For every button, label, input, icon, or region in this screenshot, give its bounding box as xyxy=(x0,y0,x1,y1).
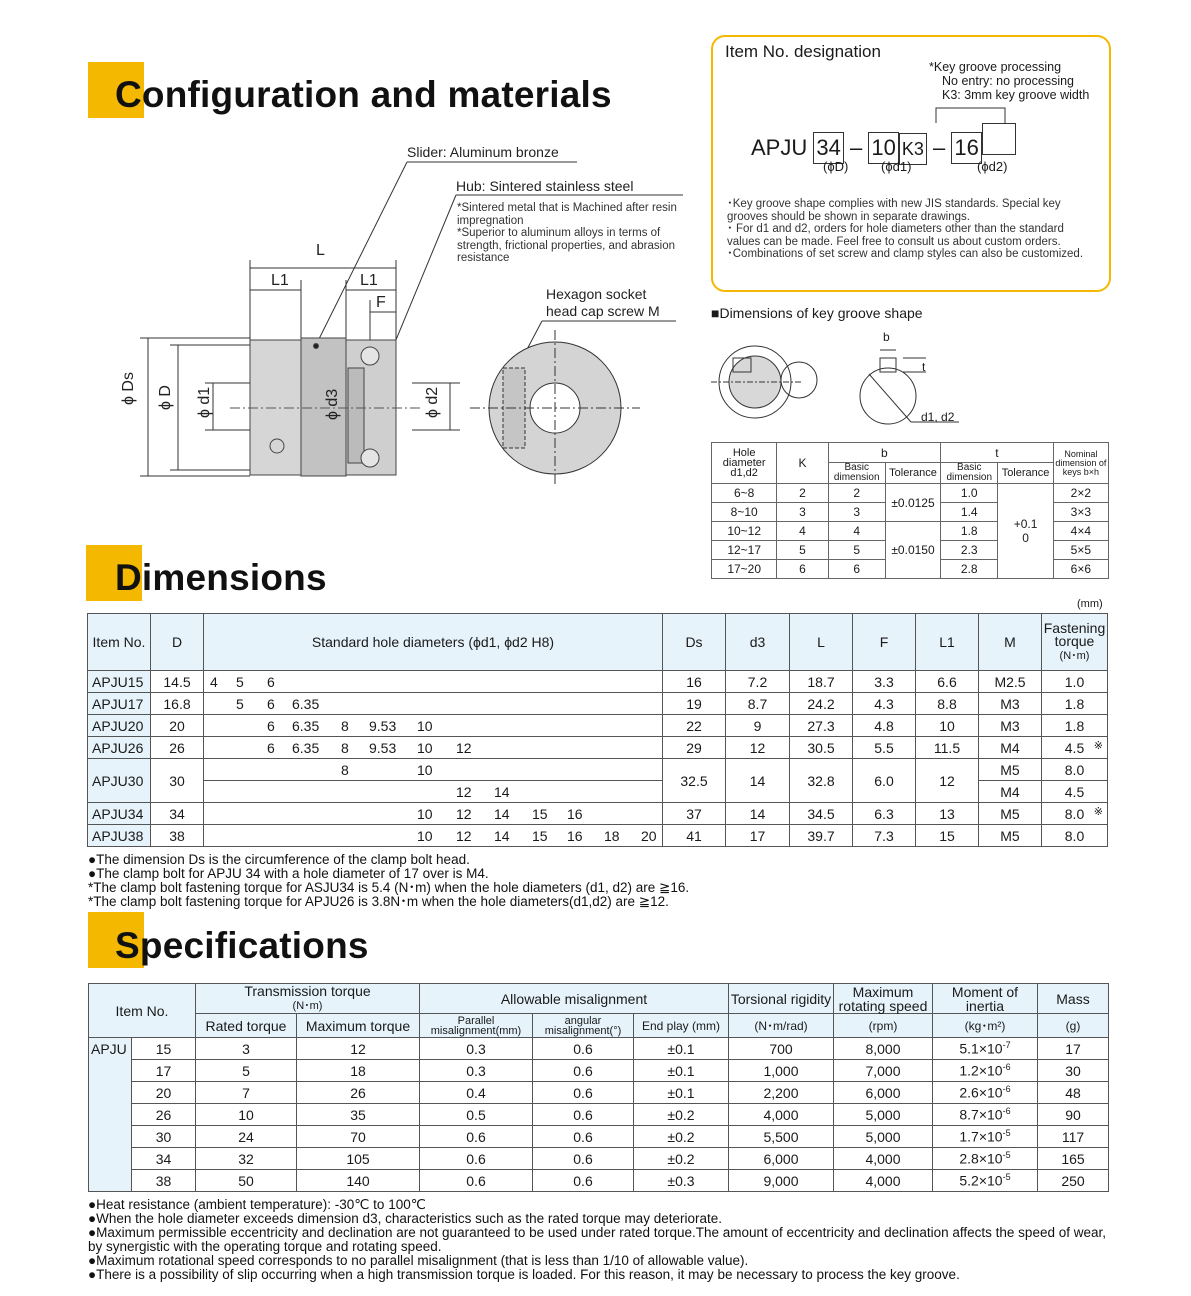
key-label-t: t xyxy=(922,360,926,374)
dim-D: ϕ D xyxy=(157,385,174,410)
code-box-empty xyxy=(982,123,1016,155)
spec-row: 17 5 18 0.3 0.6 ±0.1 1,000 7,000 $1.2\times 10^{-6}$ 30 xyxy=(89,1060,1109,1082)
hole-diameter: 5 xyxy=(236,674,244,690)
dimension-note: *The clamp bolt fastening torque for ASJU34 is 5.4 (N･m) when the hole diameters (d1, d2) are ≧16. xyxy=(88,880,690,895)
spec-row: 34 32 105 0.6 0.6 ±0.2 6,000 4,000 $2.8\times 10^{-5}$ 165 xyxy=(89,1148,1109,1170)
screw-label-1: Hexagon socket xyxy=(546,286,647,302)
hole-diameter: 9.53 xyxy=(369,740,397,756)
hole-diameter: 6 xyxy=(267,740,275,756)
hole-diameter: 15 xyxy=(532,828,548,844)
hub-label: Hub: Sintered stainless steel xyxy=(456,178,634,194)
hole-diameter: 14 xyxy=(494,828,510,844)
hole-diameter: 10 xyxy=(417,718,433,734)
hole-diameter: 12 xyxy=(456,806,472,822)
dimensions-table: Item No. D Standard hole diameters (ϕd1, ϕd2 H8) Ds d3 L F L1 M Fastening torque (N･m) APJU15 14.5 4 5 6 16 7.2 18.7 3.3 6.6 M2.5 1.0 APJU17 16.8 5 6 6.35 19 8.7 24.2 4.3 8.8 M3 1.8 APJU20 20 6 6.35 8 9.53 10 22 9 27.3 4.8 10 M3 1.8 APJU26 26 6 6.35 8 9.53 10 12 29 12 30.5 5.5 11.5 M4 4.5 ※ APJU30 30 8 10 32.5 14 32.8 6.0 12 M5 8.0 12 14 M4 4.5 APJU34 34 10 12 14 15 16 37 14 34.5 6.3 13 M5 8.0 ※ APJU38 38 10 12 14 15 16 18 20 41 17 39.7 7.3 15 M5 8.0 xyxy=(87,613,1108,847)
dim-L1-left: L1 xyxy=(271,272,289,289)
hole-diameter: 12 xyxy=(456,828,472,844)
key-groove-title: ■Dimensions of key groove shape xyxy=(711,305,923,321)
dimension-row: APJU34 34 10 12 14 15 16 37 14 34.5 6.3 13 M5 8.0 ※ xyxy=(88,803,1108,825)
hub-note: *Sintered metal that is Machined after resin impregnation *Superior to aluminum alloys in terms of strength, frictional properties, and abrasion resistance xyxy=(457,202,677,264)
key-label-d: d1, d2 xyxy=(921,410,955,424)
code-box-d2: 16 xyxy=(951,132,981,164)
hole-diameter: 12 xyxy=(456,784,472,800)
key-label-b: b xyxy=(883,330,890,344)
key-row: 8~10 3 3 1.4 3×3 xyxy=(712,503,1109,522)
dimensions-notes xyxy=(88,853,689,909)
code-box-d1: 10 xyxy=(868,132,898,164)
dimensions-title: Dimensions xyxy=(115,557,327,598)
designation-line: APJU 34 – 10 K3 – 16 xyxy=(751,123,1016,165)
dimension-row: APJU17 16.8 5 6 6.35 19 8.7 24.2 4.3 8.8 M3 1.8 xyxy=(88,693,1108,715)
designation-box xyxy=(711,35,1111,292)
dimension-row: APJU15 14.5 4 5 6 16 7.2 18.7 3.3 6.6 M2.5 1.0 xyxy=(88,671,1108,693)
screw-label-2: head cap screw M xyxy=(546,303,660,319)
key-row: 10~12 4 4 ±0.0150 1.8 4×4 xyxy=(712,522,1109,541)
key-note-3: K3: 3mm key groove width xyxy=(942,88,1090,102)
designation-notes: ･Key groove shape complies with new JIS standards. Special key grooves should be shown in separate drawings. ･ For d1 and d2, orders for hole diameters other than the standard values can be made. Feel free to consult us about custom orders. ･Combinations of set screw and clamp styles can also be customized. xyxy=(727,198,1084,260)
dim-L1-right: L1 xyxy=(360,272,378,289)
hole-diameter: 20 xyxy=(641,828,657,844)
dimension-row: APJU26 26 6 6.35 8 9.53 10 12 29 12 30.5 5.5 11.5 M4 4.5 ※ xyxy=(88,737,1108,759)
code-box-key: K3 xyxy=(899,133,927,165)
dim-d3: ϕ d3 xyxy=(324,388,341,420)
dimension-note: ●The dimension Ds is the circumference of the clamp bolt head. xyxy=(88,852,470,867)
dimension-row: APJU30 30 8 10 32.5 14 32.8 6.0 12 M5 8.0 xyxy=(88,759,1108,781)
key-row: 12~17 5 5 2.3 5×5 xyxy=(712,541,1109,560)
hole-diameter: 16 xyxy=(567,828,583,844)
spec-row: 30 24 70 0.6 0.6 ±0.2 5,500 5,000 $1.7\times 10^{-5}$ 117 xyxy=(89,1126,1109,1148)
hole-diameter: 10 xyxy=(417,806,433,822)
hole-diameter: 15 xyxy=(532,806,548,822)
hole-diameter: 14 xyxy=(494,784,510,800)
sub-D: (ϕD) xyxy=(823,159,849,174)
key-groove-drawing xyxy=(711,322,1011,432)
key-row: 6~8 2 2 ±0.0125 1.0 +0.1 0 2×2 xyxy=(712,484,1109,503)
hole-diameter: 16 xyxy=(567,806,583,822)
key-row: 17~20 6 6 2.8 6×6 xyxy=(712,560,1109,579)
hole-diameter: 8 xyxy=(341,718,349,734)
hole-diameter: 6 xyxy=(267,696,275,712)
slider-label: Slider: Aluminum bronze xyxy=(407,144,559,160)
spec-row: 38 50 140 0.6 0.6 ±0.3 9,000 4,000 $5.2\times 10^{-5}$ 250 xyxy=(89,1170,1109,1192)
config-title: Configuration and materials xyxy=(115,74,612,115)
dimension-row: APJU38 38 10 12 14 15 16 18 20 41 17 39.7 7.3 15 M5 8.0 xyxy=(88,825,1108,847)
sub-d2: (ϕd2) xyxy=(977,159,1008,174)
hole-diameter: 9.53 xyxy=(369,718,397,734)
hole-diameter: 6 xyxy=(267,674,275,690)
spec-note: ●Maximum permissible eccentricity and declination are not guaranteed to be used under rated torque.The amount of eccentricity and declination affects the speed of wear, by synergistic with the operating torque and rotating speed. xyxy=(88,1225,1106,1254)
dim-d2: ϕ d2 xyxy=(424,386,441,418)
coupling-drawing xyxy=(120,140,700,500)
hole-diameter: 8 xyxy=(341,762,349,778)
hole-diameter: 6 xyxy=(267,718,275,734)
spec-row: 20 7 26 0.4 0.6 ±0.1 2,200 6,000 $2.6\times 10^{-6}$ 48 xyxy=(89,1082,1109,1104)
spec-note: ●Heat resistance (ambient temperature): -30℃ to 100℃ xyxy=(88,1197,426,1212)
hole-diameter: 6.35 xyxy=(292,718,320,734)
key-groove-table: Hole diameter d1,d2 K b t Nominal dimension of keys b×h Basic dimension Tolerance Basic dimension Tolerance 6~8 2 2 ±0.0125 1.0 +0.1 0 2×2 8~10 3 3 1.4 3×3 10~12 4 4 ±0.0150 1.8 4×4 12~17 5 5 2.3 5×5 17~20 6 6 2.8 6×6 xyxy=(711,442,1109,579)
designation-title: Item No. designation xyxy=(725,42,881,61)
spec-note: ●When the hole diameter exceeds dimension d3, characteristics such as the rated torque may deteriorate. xyxy=(88,1211,722,1226)
dim-d1: ϕ d1 xyxy=(196,386,213,418)
hole-diameter: 6.35 xyxy=(292,696,320,712)
unit-mm: (mm) xyxy=(1077,598,1103,610)
key-note-1: *Key groove processing xyxy=(929,60,1062,74)
dimension-row: 12 14 M4 4.5 xyxy=(88,781,1108,803)
specs-title: Specifications xyxy=(115,925,369,966)
dimension-note: ●The clamp bolt for APJU 34 with a hole diameter of 17 over is M4. xyxy=(88,866,489,881)
specifications-notes xyxy=(88,1198,1118,1282)
dim-Ds: ϕ Ds xyxy=(120,372,137,405)
hole-diameter: 4 xyxy=(210,674,218,690)
spec-note: ●Maximum rotational speed corresponds to no parallel misalignment (that is less than 1/10 of allowable value). xyxy=(88,1253,749,1268)
dim-L: L xyxy=(316,242,325,259)
hole-diameter: 8 xyxy=(341,740,349,756)
sub-d1: (ϕd1) xyxy=(881,159,912,174)
key-note-2: No entry: no processing xyxy=(942,74,1075,88)
specifications-table: Item No. Transmission torque (N･m) Allowable misalignment Torsional rigidity Maximum rotating speed Moment of inertia Mass Rated torque Maximum torque Parallel misalignment(mm) angular misalignment(°) End play (mm) (N･m/rad) (rpm) (kg･m²) (g) APJU 15 3 12 0.3 0.6 ±0.1 700 8,000 $5.1\times 10^{-7}$ 17 17 5 18 0.3 0.6 ±0.1 1,000 7,000 $1.2\times 10^{-6}$ 30 20 7 26 0.4 0.6 ±0.1 2,200 6,000 $2.6\times 10^{-6}$ 48 26 10 35 0.5 0.6 ±0.2 4,000 5,000 $8.7\times 10^{-6}$ 90 30 24 70 0.6 0.6 ±0.2 5,500 5,000 $1.7\times 10^{-5}$ 117 34 32 105 0.6 0.6 ±0.2 6,000 4,000 $2.8\times 10^{-5}$ 165 38 50 140 0.6 0.6 ±0.3 9,000 4,000 $5.2\times 10^{-5}$ 250 xyxy=(88,983,1109,1192)
dimension-row: APJU20 20 6 6.35 8 9.53 10 22 9 27.3 4.8 10 M3 1.8 xyxy=(88,715,1108,737)
dimension-note: *The clamp bolt fastening torque for APJU26 is 3.8N･m when the hole diameters(d1,d2) are ≧12. xyxy=(88,894,669,909)
dim-F: F xyxy=(376,294,386,311)
spec-row: 26 10 35 0.5 0.6 ±0.2 4,000 5,000 $8.7\times 10^{-6}$ 90 xyxy=(89,1104,1109,1126)
hole-diameter: 12 xyxy=(456,740,472,756)
hole-diameter: 10 xyxy=(417,828,433,844)
hole-diameter: 14 xyxy=(494,806,510,822)
hole-diameter: 10 xyxy=(417,740,433,756)
spec-row: APJU 15 3 12 0.3 0.6 ±0.1 700 8,000 $5.1\times 10^{-7}$ 17 xyxy=(89,1038,1109,1060)
hole-diameter: 18 xyxy=(604,828,620,844)
spec-note: ●There is a possibility of slip occurring when a high transmission torque is loaded. For this reason, it may be necessary to process the key groove. xyxy=(88,1267,960,1282)
hole-diameter: 10 xyxy=(417,762,433,778)
hole-diameter: 5 xyxy=(236,696,244,712)
hole-diameter: 6.35 xyxy=(292,740,320,756)
code-box-D: 34 xyxy=(813,132,843,164)
